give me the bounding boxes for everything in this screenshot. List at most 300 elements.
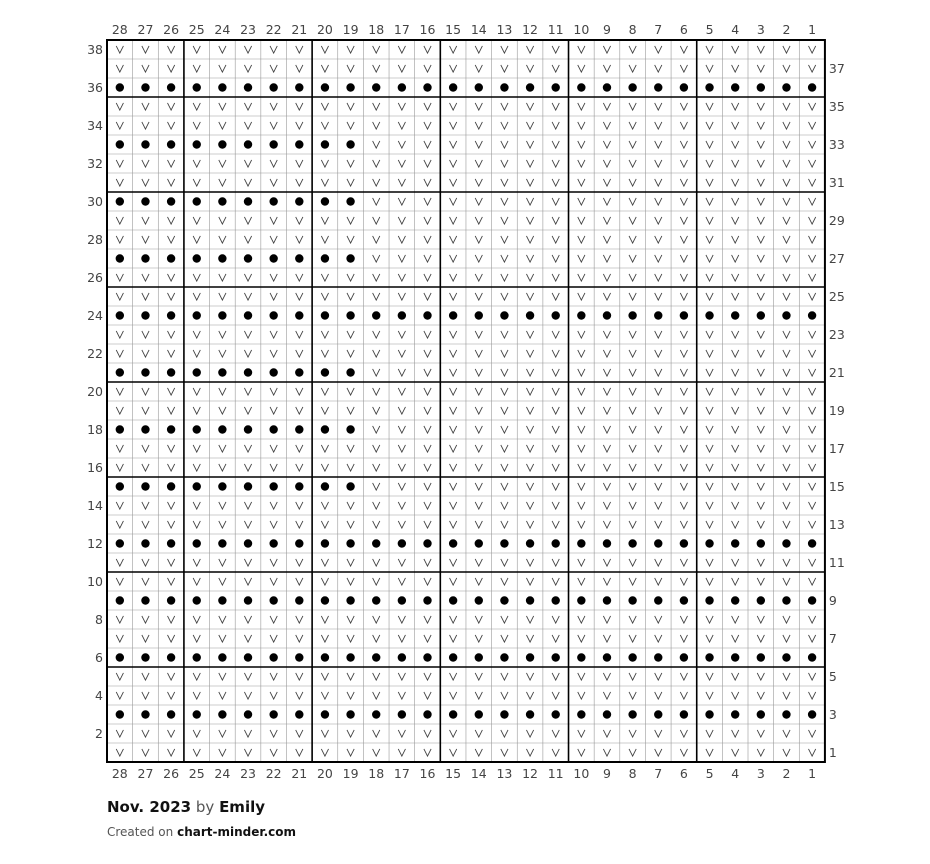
knit-stitch	[526, 293, 533, 300]
knit-stitch	[450, 616, 457, 623]
knit-stitch	[578, 635, 585, 642]
knit-stitch	[142, 673, 149, 680]
knit-stitch	[578, 730, 585, 737]
knit-stitch	[680, 483, 687, 490]
knit-stitch	[809, 388, 816, 395]
knit-stitch	[680, 749, 687, 756]
knit-stitch	[706, 103, 713, 110]
knit-stitch	[475, 217, 482, 224]
knit-stitch	[501, 46, 508, 53]
knit-stitch	[732, 160, 739, 167]
purl-stitch	[116, 539, 124, 547]
knit-stitch	[450, 388, 457, 395]
knit-stitch	[193, 464, 200, 471]
column-label-bottom: 11	[547, 766, 564, 781]
knit-stitch	[501, 369, 508, 376]
purl-stitch	[628, 596, 636, 604]
knit-stitch	[603, 445, 610, 452]
knit-stitch	[732, 616, 739, 623]
knit-stitch	[321, 692, 328, 699]
knit-stitch	[757, 350, 764, 357]
purl-stitch	[295, 653, 303, 661]
column-label-top: 22	[265, 22, 282, 37]
purl-stitch	[475, 653, 483, 661]
knit-stitch	[450, 483, 457, 490]
purl-stitch	[577, 710, 585, 718]
purl-stitch	[552, 311, 560, 319]
knit-stitch	[168, 692, 175, 699]
knit-stitch	[578, 160, 585, 167]
knit-stitch	[168, 103, 175, 110]
knit-stitch	[552, 521, 559, 528]
knit-stitch	[732, 445, 739, 452]
knit-stitch	[424, 578, 431, 585]
knit-stitch	[347, 502, 354, 509]
knit-stitch	[552, 46, 559, 53]
row-label-left: 28	[87, 232, 103, 247]
knit-stitch	[116, 236, 123, 243]
knit-stitch	[347, 692, 354, 699]
knit-stitch	[270, 616, 277, 623]
knit-stitch	[706, 730, 713, 737]
row-label-left: 24	[87, 308, 103, 323]
knit-stitch	[526, 426, 533, 433]
purl-stitch	[372, 653, 380, 661]
knit-stitch	[270, 388, 277, 395]
knit-stitch	[475, 198, 482, 205]
knit-stitch	[116, 388, 123, 395]
knit-stitch	[757, 445, 764, 452]
purl-stitch	[141, 368, 149, 376]
purl-stitch	[218, 368, 226, 376]
column-label-bottom: 24	[214, 766, 231, 781]
purl-stitch	[244, 83, 252, 91]
knit-stitch	[783, 103, 790, 110]
knit-stitch	[296, 635, 303, 642]
knit-stitch	[168, 635, 175, 642]
knit-stitch	[424, 692, 431, 699]
knit-stitch	[270, 236, 277, 243]
purl-stitch	[603, 311, 611, 319]
knit-stitch	[809, 749, 816, 756]
knit-stitch	[655, 103, 662, 110]
knit-stitch	[424, 255, 431, 262]
knit-stitch	[501, 217, 508, 224]
purl-stitch	[782, 311, 790, 319]
knit-stitch	[603, 331, 610, 338]
purl-stitch	[218, 653, 226, 661]
knit-stitch	[424, 445, 431, 452]
knit-stitch	[270, 730, 277, 737]
knit-stitch	[219, 350, 226, 357]
knit-stitch	[475, 293, 482, 300]
knit-stitch	[603, 521, 610, 528]
knit-stitch	[757, 464, 764, 471]
knit-stitch	[809, 160, 816, 167]
purl-stitch	[295, 482, 303, 490]
knit-stitch	[142, 236, 149, 243]
column-label-bottom: 28	[111, 766, 128, 781]
purl-stitch	[295, 311, 303, 319]
knit-stitch	[373, 749, 380, 756]
knit-stitch	[424, 103, 431, 110]
knit-stitch	[321, 293, 328, 300]
knit-stitch	[706, 198, 713, 205]
purl-stitch	[423, 311, 431, 319]
purl-stitch	[346, 368, 354, 376]
purl-stitch	[141, 710, 149, 718]
purl-stitch	[295, 425, 303, 433]
knit-stitch	[398, 179, 405, 186]
knit-stitch	[578, 521, 585, 528]
knit-stitch	[142, 559, 149, 566]
knit-stitch	[526, 46, 533, 53]
knit-stitch	[296, 236, 303, 243]
knit-stitch	[526, 331, 533, 338]
knit-stitch	[603, 559, 610, 566]
knit-stitch	[783, 293, 790, 300]
knit-stitch	[219, 65, 226, 72]
knit-stitch	[296, 692, 303, 699]
knit-stitch	[706, 464, 713, 471]
purl-stitch	[116, 140, 124, 148]
column-label-bottom: 23	[240, 766, 256, 781]
knit-stitch	[706, 141, 713, 148]
knit-stitch	[603, 578, 610, 585]
knit-stitch	[809, 236, 816, 243]
purl-stitch	[116, 254, 124, 262]
knit-stitch	[757, 692, 764, 699]
knit-stitch	[270, 559, 277, 566]
purl-stitch	[218, 254, 226, 262]
knit-stitch	[450, 65, 457, 72]
knit-stitch	[244, 46, 251, 53]
knit-stitch	[706, 236, 713, 243]
knit-stitch	[809, 293, 816, 300]
knit-stitch	[706, 483, 713, 490]
knit-stitch	[757, 274, 764, 281]
knit-stitch	[680, 160, 687, 167]
row-label-right: 11	[828, 555, 845, 570]
knit-stitch	[578, 331, 585, 338]
knit-stitch	[578, 616, 585, 623]
knit-stitch	[655, 483, 662, 490]
knit-stitch	[501, 350, 508, 357]
purl-stitch	[141, 254, 149, 262]
site-link[interactable]: chart-minder.com	[177, 825, 296, 839]
knit-stitch	[526, 236, 533, 243]
purl-stitch	[449, 653, 457, 661]
knit-stitch	[321, 350, 328, 357]
knit-stitch	[321, 407, 328, 414]
knit-stitch	[578, 198, 585, 205]
knit-stitch	[680, 217, 687, 224]
knit-stitch	[450, 198, 457, 205]
knit-stitch	[398, 293, 405, 300]
knit-stitch	[603, 502, 610, 509]
knit-stitch	[757, 559, 764, 566]
knit-stitch	[809, 635, 816, 642]
knit-stitch	[578, 46, 585, 53]
knit-stitch	[424, 749, 431, 756]
purl-stitch	[475, 596, 483, 604]
purl-stitch	[449, 83, 457, 91]
knit-stitch	[578, 255, 585, 262]
knit-stitch	[809, 578, 816, 585]
knit-stitch	[706, 692, 713, 699]
purl-stitch	[475, 539, 483, 547]
knit-stitch	[450, 236, 457, 243]
knit-stitch	[629, 122, 636, 129]
knit-stitch	[757, 521, 764, 528]
knit-stitch	[296, 464, 303, 471]
knit-stitch	[501, 559, 508, 566]
knit-stitch	[501, 673, 508, 680]
knit-stitch	[783, 616, 790, 623]
knit-stitch	[347, 635, 354, 642]
knit-stitch	[296, 673, 303, 680]
knit-stitch	[373, 331, 380, 338]
knit-stitch	[603, 217, 610, 224]
knit-stitch	[578, 217, 585, 224]
purl-stitch	[295, 140, 303, 148]
purl-stitch	[628, 710, 636, 718]
purl-stitch	[167, 140, 175, 148]
knit-stitch	[219, 578, 226, 585]
knit-stitch	[501, 749, 508, 756]
knit-stitch	[526, 749, 533, 756]
knit-stitch	[603, 65, 610, 72]
knit-stitch	[244, 692, 251, 699]
knit-stitch	[244, 673, 251, 680]
knit-stitch	[244, 445, 251, 452]
knit-stitch	[450, 521, 457, 528]
knit-stitch	[373, 578, 380, 585]
knit-stitch	[732, 521, 739, 528]
knit-stitch	[244, 103, 251, 110]
knit-stitch	[629, 521, 636, 528]
knit-stitch	[757, 331, 764, 338]
purl-stitch	[167, 197, 175, 205]
knit-stitch	[244, 236, 251, 243]
knit-stitch	[116, 559, 123, 566]
knit-stitch	[680, 179, 687, 186]
purl-stitch	[269, 254, 277, 262]
knit-stitch	[193, 331, 200, 338]
knit-stitch	[142, 635, 149, 642]
purl-stitch	[475, 83, 483, 91]
knit-stitch	[809, 122, 816, 129]
knit-stitch	[629, 236, 636, 243]
row-label-left: 32	[87, 156, 103, 171]
purl-stitch	[808, 596, 816, 604]
column-label-bottom: 2	[782, 766, 791, 781]
knit-stitch	[809, 730, 816, 737]
knit-stitch	[655, 293, 662, 300]
purl-stitch	[731, 653, 739, 661]
knit-stitch	[680, 236, 687, 243]
knit-stitch	[244, 350, 251, 357]
knit-stitch	[347, 236, 354, 243]
knit-stitch	[270, 445, 277, 452]
knit-stitch	[321, 236, 328, 243]
knit-stitch	[629, 730, 636, 737]
column-label-top: 11	[547, 22, 564, 37]
knit-stitch	[603, 274, 610, 281]
knit-stitch	[373, 635, 380, 642]
knit-stitch	[296, 46, 303, 53]
knit-stitch	[475, 103, 482, 110]
knit-stitch	[732, 578, 739, 585]
row-label-right: 17	[828, 441, 845, 456]
knit-stitch	[116, 578, 123, 585]
knit-stitch	[680, 407, 687, 414]
knit-stitch	[270, 103, 277, 110]
knit-stitch	[732, 179, 739, 186]
column-label-top: 26	[163, 22, 180, 37]
purl-stitch	[321, 254, 329, 262]
knit-stitch	[244, 464, 251, 471]
knit-stitch	[655, 673, 662, 680]
knit-stitch	[706, 369, 713, 376]
knit-stitch	[783, 255, 790, 262]
knit-stitch	[142, 521, 149, 528]
knit-stitch	[424, 293, 431, 300]
knit-stitch	[655, 616, 662, 623]
purl-stitch	[269, 710, 277, 718]
knit-stitch	[629, 673, 636, 680]
knit-stitch	[270, 521, 277, 528]
knit-stitch	[757, 635, 764, 642]
purl-stitch	[731, 311, 739, 319]
knit-stitch	[475, 388, 482, 395]
purl-stitch	[167, 83, 175, 91]
knit-stitch	[424, 407, 431, 414]
knit-stitch	[526, 616, 533, 623]
knit-stitch	[655, 749, 662, 756]
row-label-left: 14	[87, 498, 103, 513]
knit-stitch	[809, 331, 816, 338]
purl-stitch	[398, 83, 406, 91]
knit-stitch	[219, 673, 226, 680]
knit-stitch	[142, 65, 149, 72]
knit-stitch	[655, 236, 662, 243]
knit-stitch	[168, 236, 175, 243]
knit-stitch	[193, 521, 200, 528]
knit-stitch	[552, 388, 559, 395]
knit-stitch	[373, 141, 380, 148]
knit-stitch	[168, 122, 175, 129]
knit-stitch	[680, 692, 687, 699]
purl-stitch	[321, 539, 329, 547]
knit-stitch	[168, 616, 175, 623]
knit-stitch	[680, 369, 687, 376]
knit-stitch	[244, 502, 251, 509]
knit-stitch	[424, 350, 431, 357]
row-label-left: 30	[87, 194, 103, 209]
column-label-top: 20	[316, 22, 333, 37]
knit-stitch	[424, 141, 431, 148]
knit-stitch	[116, 350, 123, 357]
knit-stitch	[706, 502, 713, 509]
knit-stitch	[347, 122, 354, 129]
column-label-top: 25	[188, 22, 205, 37]
knit-stitch	[244, 559, 251, 566]
purl-stitch	[321, 368, 329, 376]
knit-stitch	[578, 559, 585, 566]
knit-stitch	[398, 673, 405, 680]
knit-stitch	[526, 217, 533, 224]
purl-stitch	[141, 197, 149, 205]
purl-stitch	[705, 83, 713, 91]
knit-stitch	[270, 407, 277, 414]
knit-stitch	[296, 122, 303, 129]
knit-stitch	[732, 388, 739, 395]
purl-stitch	[654, 710, 662, 718]
knit-stitch	[732, 559, 739, 566]
knit-stitch	[757, 578, 764, 585]
knit-stitch	[732, 198, 739, 205]
purl-stitch	[141, 83, 149, 91]
knit-stitch	[373, 407, 380, 414]
knit-stitch	[398, 388, 405, 395]
column-label-top: 14	[470, 22, 487, 37]
purl-stitch	[295, 368, 303, 376]
knit-stitch	[373, 350, 380, 357]
knit-stitch	[655, 635, 662, 642]
knit-stitch	[578, 407, 585, 414]
knit-stitch	[450, 293, 457, 300]
knit-stitch	[680, 46, 687, 53]
purl-stitch	[141, 596, 149, 604]
purl-stitch	[321, 710, 329, 718]
knit-stitch	[270, 46, 277, 53]
knit-stitch	[424, 331, 431, 338]
knit-stitch	[321, 635, 328, 642]
knit-stitch	[552, 369, 559, 376]
knit-stitch	[219, 293, 226, 300]
column-label-top: 27	[137, 22, 154, 37]
knit-stitch	[193, 692, 200, 699]
knit-stitch	[219, 445, 226, 452]
knit-stitch	[552, 578, 559, 585]
knit-stitch	[142, 122, 149, 129]
knit-stitch	[501, 426, 508, 433]
purl-stitch	[603, 596, 611, 604]
knit-stitch	[732, 236, 739, 243]
knit-stitch	[578, 445, 585, 452]
knit-stitch	[783, 217, 790, 224]
knit-stitch	[373, 369, 380, 376]
knit-stitch	[629, 255, 636, 262]
knit-stitch	[552, 407, 559, 414]
knit-stitch	[783, 635, 790, 642]
knit-stitch	[296, 160, 303, 167]
knit-stitch	[270, 464, 277, 471]
column-label-top: 19	[342, 22, 359, 37]
knit-stitch	[398, 521, 405, 528]
knit-stitch	[526, 369, 533, 376]
knit-stitch	[655, 217, 662, 224]
knit-stitch	[501, 616, 508, 623]
knit-stitch	[168, 388, 175, 395]
purl-stitch	[757, 653, 765, 661]
knit-stitch	[398, 692, 405, 699]
knit-stitch	[219, 217, 226, 224]
created-prefix: Created on	[107, 825, 174, 839]
knit-stitch	[680, 331, 687, 338]
knit-stitch	[578, 122, 585, 129]
